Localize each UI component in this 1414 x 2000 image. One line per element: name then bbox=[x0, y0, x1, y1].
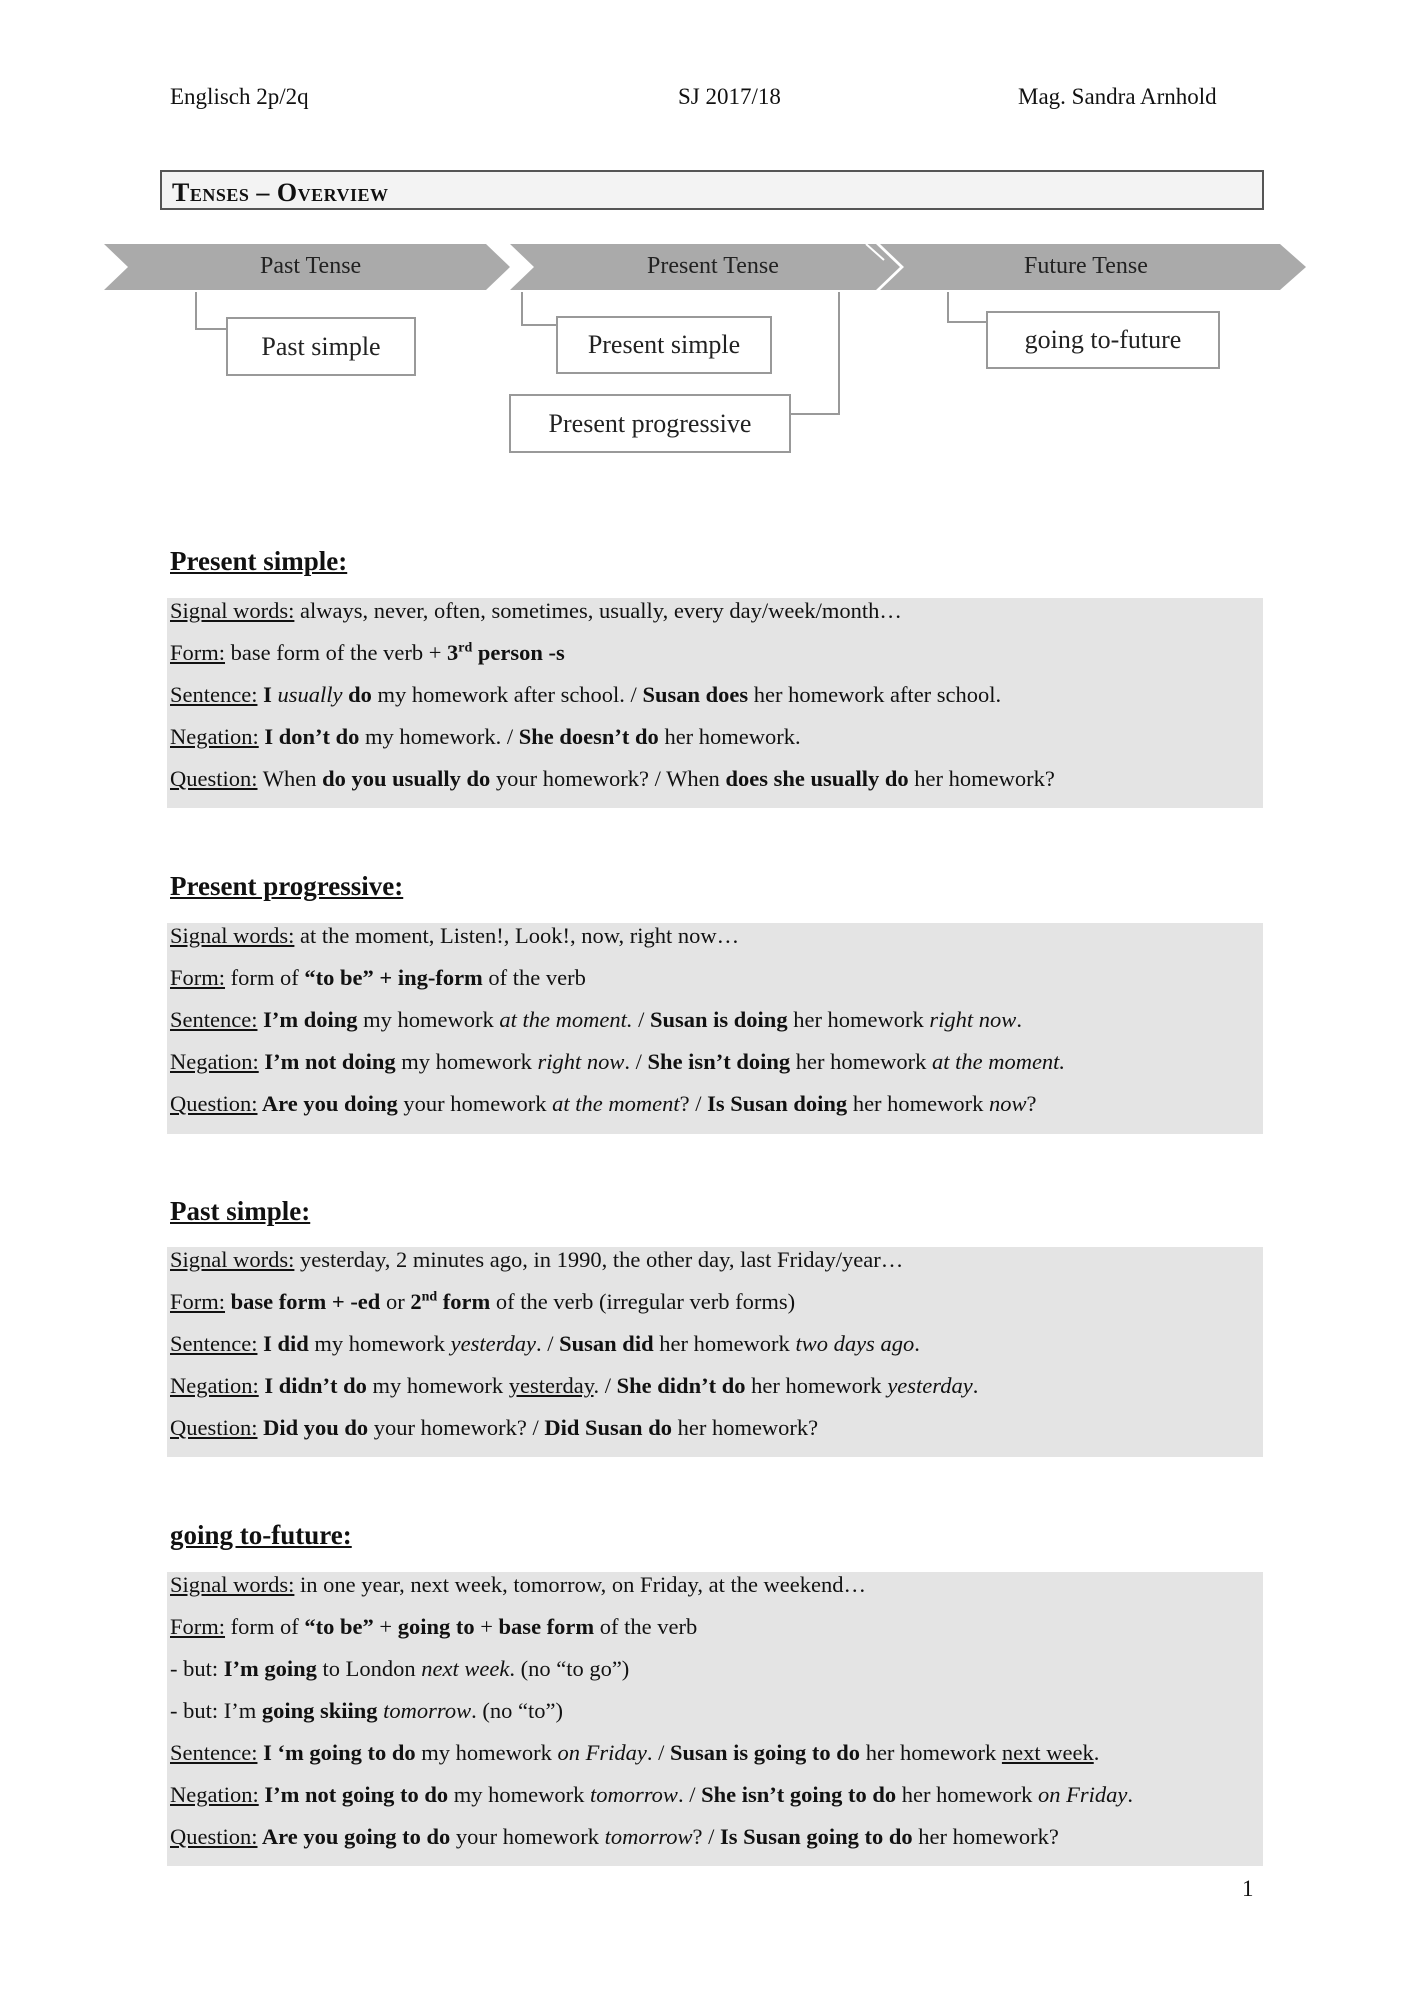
form-line: Form: base form of the verb + 3rd person -s bbox=[170, 640, 565, 665]
connector-present-progressive bbox=[790, 292, 839, 414]
section-present-simple bbox=[167, 598, 1263, 808]
signal-words-line: Signal words: in one year, next week, tomorrow, on Friday, at the weekend… bbox=[170, 1572, 867, 1597]
section-title-present-simple: Present simple: bbox=[170, 546, 348, 576]
form-line: Form: form of “to be” + ing-form of the verb bbox=[170, 965, 586, 990]
sentence-line: Sentence: I did my homework yesterday. / Susan did her homework two days ago. bbox=[170, 1331, 920, 1356]
negation-line: Negation: I’m not doing my homework right now. / She isn’t doing her homework at the moment. bbox=[170, 1049, 1066, 1074]
header-school-year: SJ 2017/18 bbox=[678, 84, 781, 109]
section-present-progressive bbox=[167, 923, 1263, 1134]
negation-line: Negation: I don’t do my homework. / She doesn’t do her homework. bbox=[170, 724, 801, 749]
section-going-to-future bbox=[167, 1572, 1263, 1866]
signal-words-line: Signal words: at the moment, Listen!, Look!, now, right now… bbox=[170, 923, 740, 948]
box-past-simple: Past simple bbox=[226, 317, 416, 376]
negation-line: Negation: I’m not going to do my homework tomorrow. / She isn’t going to do her homework on Friday. bbox=[170, 1782, 1133, 1807]
box-present-progressive: Present progressive bbox=[509, 394, 791, 453]
chevron-present-label: Present Tense bbox=[647, 253, 779, 279]
question-line: Question: Are you going to do your homework tomorrow? / Is Susan going to do her homework? bbox=[170, 1824, 1059, 1849]
but-line-2: - but: I’m going skiing tomorrow. (no “to”) bbox=[170, 1698, 563, 1723]
sentence-line: Sentence: I ‘m going to do my homework on Friday. / Susan is going to do her homework next week. bbox=[170, 1740, 1100, 1765]
but-line-1: - but: I’m going to London next week. (no “to go”) bbox=[170, 1656, 630, 1681]
signal-words-line: Signal words: always, never, often, sometimes, usually, every day/week/month… bbox=[170, 598, 902, 623]
page-title: Tenses – Overview bbox=[172, 178, 389, 207]
section-title-going-to-future: going to-future: bbox=[170, 1520, 352, 1550]
question-line: Question: When do you usually do your homework? / When does she usually do her homework? bbox=[170, 766, 1055, 791]
box-going-to-future: going to-future bbox=[986, 311, 1220, 369]
question-line: Question: Did you do your homework? / Did Susan do her homework? bbox=[170, 1415, 819, 1440]
section-title-past-simple: Past simple: bbox=[170, 1196, 311, 1226]
chevron-future-label: Future Tense bbox=[1024, 253, 1148, 279]
connector-present-simple bbox=[522, 292, 556, 325]
sentence-line: Sentence: I usually do my homework after school. / Susan does her homework after school. bbox=[170, 682, 1002, 707]
box-present-simple: Present simple bbox=[556, 316, 772, 374]
header-teacher: Mag. Sandra Arnhold bbox=[1018, 84, 1217, 109]
form-line: Form: base form + -ed or 2nd form of the verb (irregular verb forms) bbox=[170, 1289, 796, 1314]
form-line: Form: form of “to be” + going to + base form of the verb bbox=[170, 1614, 698, 1639]
connector-going-to-future bbox=[948, 292, 986, 322]
page-number: 1 bbox=[1242, 1876, 1254, 1901]
signal-words-line: Signal words: yesterday, 2 minutes ago, in 1990, the other day, last Friday/year… bbox=[170, 1247, 904, 1272]
section-title-present-progressive: Present progressive: bbox=[170, 871, 404, 901]
sentence-line: Sentence: I’m doing my homework at the moment. / Susan is doing her homework right now. bbox=[170, 1007, 1022, 1032]
question-line: Question: Are you doing your homework at the moment? / Is Susan doing her homework now? bbox=[170, 1091, 1037, 1116]
chevron-past-label: Past Tense bbox=[260, 253, 362, 279]
connector-past-simple bbox=[196, 292, 226, 329]
section-past-simple bbox=[167, 1247, 1263, 1457]
header-course: Englisch 2p/2q bbox=[170, 84, 309, 109]
negation-line: Negation: I didn’t do my homework yesterday. / She didn’t do her homework yesterday. bbox=[170, 1373, 979, 1398]
